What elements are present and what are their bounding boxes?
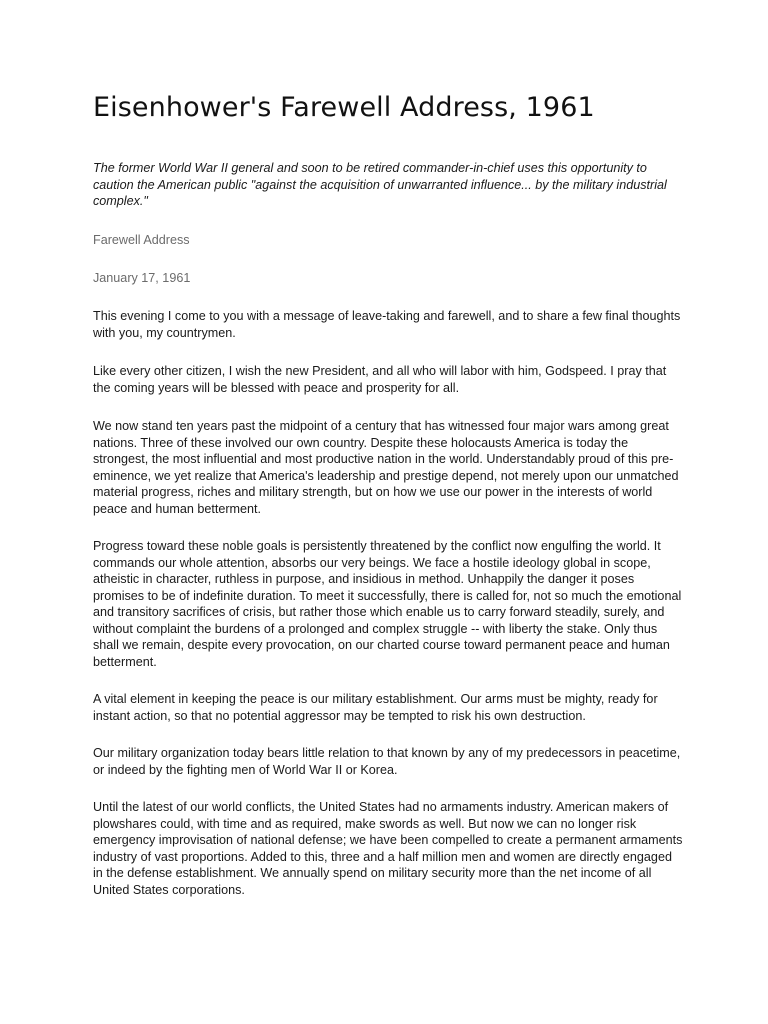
paragraph: A vital element in keeping the peace is our military establishment. Our arms must be mighty, ready for instant action, so that no potential aggressor may be tempted to risk his own destruction.: [93, 692, 658, 723]
paragraph: This evening I come to you with a message of leave-taking and farewell, and to share a few final thoughts with you, my countrymen.: [93, 309, 681, 340]
document-intro: The former World War II general and soon to be retired commander-in-chief uses this opportunity to caution the American public "against the acquisition of unwarranted influence... by the military industrial complex.": [93, 161, 667, 208]
paragraph: Our military organization today bears little relation to that known by any of my predecessors in peacetime, or indeed by the fighting men of World War II or Korea.: [93, 746, 681, 777]
document-title: Eisenhower's Farewell Address, 1961: [93, 92, 595, 123]
paragraph: Like every other citizen, I wish the new President, and all who will labor with him, Godspeed. I pray that the coming years will be blessed with peace and prosperity for all.: [93, 364, 667, 395]
paragraph: Until the latest of our world conflicts, the United States had no armaments industry. American makers of plowshares could, with time and as required, make swords as well. But now we can no longer risk emergency improvisation of national defense; we have been compelled to create a permanent armaments industry of vast proportions. Added to this, three and a half million men and women are directly engaged in the defense establishment. We annually spend on military security more than the net income of all United States corporations.: [93, 800, 683, 897]
paragraph: We now stand ten years past the midpoint of a century that has witnessed four major wars among great nations. Three of these involved our own country. Despite these holocausts America is today the strongest, the most influential and most productive nation in the world. Understandably proud of this pre-eminence, we yet realize that America's leadership and prestige depend, not merely upon our unmatched material progress, riches and military strength, but on how we use our power in the interests of world peace and human betterment.: [93, 419, 679, 516]
document-date: January 17, 1961: [93, 271, 191, 285]
document-label: Farewell Address: [93, 233, 190, 247]
paragraph: Progress toward these noble goals is persistently threatened by the conflict now engulfing the world. It commands our whole attention, absorbs our very beings. We face a hostile ideology global in scope, atheistic in character, ruthless in purpose, and insidious in method. Unhappily the danger it poses promises to be of indefinite duration. To meet it successfully, there is called for, not so much the emotional and transitory sacrifices of crisis, but rather those which enable us to carry forward steadily, surely, and without complaint the burdens of a prolonged and complex struggle -- with liberty the stake. Only thus shall we remain, despite every provocation, on our charted course toward permanent peace and human betterment.: [93, 539, 682, 669]
